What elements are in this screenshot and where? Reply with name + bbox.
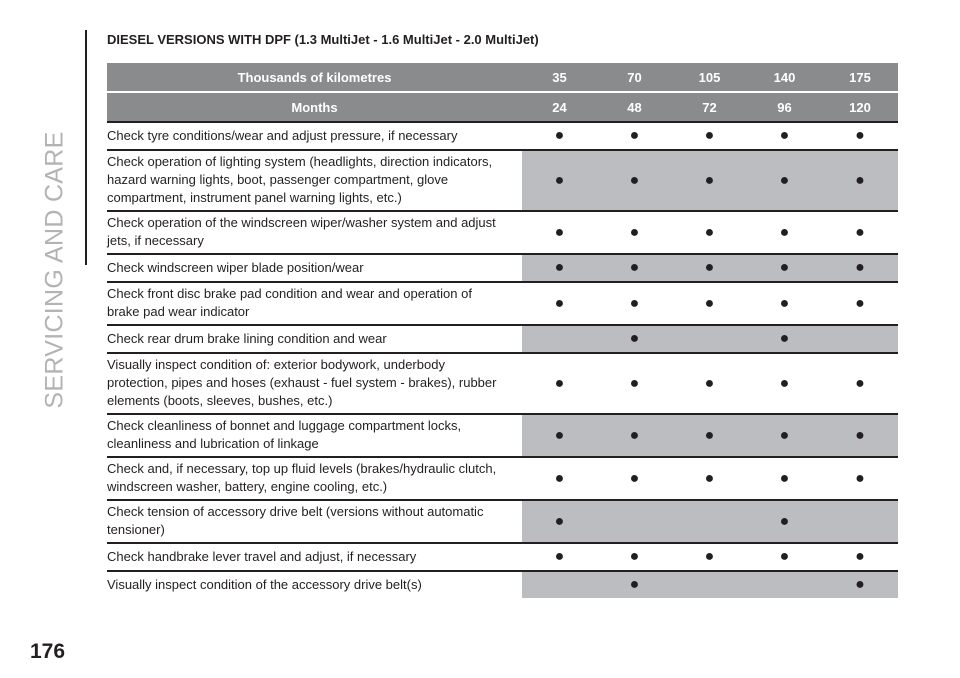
row-description: Check front disc brake pad condition and wear and operation of brake pad wear indicator — [107, 282, 522, 325]
row-mark: ● — [822, 414, 898, 457]
row-mark: ● — [822, 254, 898, 282]
row-mark: ● — [597, 414, 672, 457]
table-row — [107, 543, 898, 571]
months-header-cell: 48 — [597, 92, 672, 122]
row-description: Check operation of lighting system (headlights, direction indicators, hazard warning lights, boot, passenger compartment, glove compartment, instrument panel warning lights, etc.) — [107, 150, 522, 211]
row-mark: ● — [672, 122, 747, 150]
row-description: Check tension of accessory drive belt (versions without automatic tensioner) — [107, 500, 522, 543]
table-row — [107, 211, 898, 254]
row-mark: ● — [522, 457, 597, 500]
months-header-cell: 72 — [672, 92, 747, 122]
km-header-cell: 70 — [597, 63, 672, 92]
table-row — [107, 500, 898, 543]
row-description: Check and, if necessary, top up fluid levels (brakes/hydraulic clutch, windscreen washer, battery, engine cooling, etc.) — [107, 457, 522, 500]
row-mark: ● — [747, 325, 822, 353]
schedule-heading: DIESEL VERSIONS WITH DPF (1.3 MultiJet - 1.6 MultiJet - 2.0 MultiJet) — [107, 32, 539, 47]
table-row — [107, 254, 898, 282]
row-mark: ● — [747, 254, 822, 282]
row-mark: ● — [747, 282, 822, 325]
row-mark — [597, 500, 672, 543]
row-mark: ● — [747, 150, 822, 211]
row-mark: ● — [597, 325, 672, 353]
row-mark: ● — [522, 414, 597, 457]
row-mark: ● — [747, 543, 822, 571]
table-row — [107, 122, 898, 150]
row-mark: ● — [822, 353, 898, 414]
km-header-cell: 105 — [672, 63, 747, 92]
row-mark: ● — [522, 500, 597, 543]
km-header-label: Thousands of kilometres — [107, 63, 522, 92]
table-row — [107, 282, 898, 325]
table-row — [107, 150, 898, 211]
row-mark: ● — [522, 150, 597, 211]
row-mark — [672, 325, 747, 353]
row-description: Check cleanliness of bonnet and luggage compartment locks, cleanliness and lubrication of linkage — [107, 414, 522, 457]
table-row — [107, 571, 898, 598]
row-mark: ● — [747, 414, 822, 457]
months-header-label: Months — [107, 92, 522, 122]
table-row — [107, 457, 898, 500]
row-mark: ● — [522, 211, 597, 254]
row-mark: ● — [747, 500, 822, 543]
months-header-row — [107, 92, 898, 122]
row-mark: ● — [522, 254, 597, 282]
row-mark — [672, 500, 747, 543]
row-description: Visually inspect condition of: exterior bodywork, underbody protection, pipes and hoses (exhaust - fuel system - brakes), rubber elements (boots, sleeves, bushes, etc.) — [107, 353, 522, 414]
row-mark: ● — [672, 282, 747, 325]
row-description: Check operation of the windscreen wiper/washer system and adjust jets, if necessary — [107, 211, 522, 254]
row-mark: ● — [672, 543, 747, 571]
row-mark: ● — [672, 211, 747, 254]
row-mark: ● — [822, 282, 898, 325]
row-mark: ● — [822, 122, 898, 150]
row-mark: ● — [522, 543, 597, 571]
row-mark: ● — [522, 282, 597, 325]
row-mark: ● — [822, 543, 898, 571]
row-mark: ● — [597, 211, 672, 254]
row-description: Check tyre conditions/wear and adjust pressure, if necessary — [107, 122, 522, 150]
row-mark: ● — [822, 571, 898, 598]
row-mark — [672, 571, 747, 598]
km-header-cell: 175 — [822, 63, 898, 92]
row-mark: ● — [822, 150, 898, 211]
row-mark: ● — [822, 457, 898, 500]
km-header-row — [107, 63, 898, 92]
row-mark — [747, 571, 822, 598]
row-mark: ● — [522, 353, 597, 414]
section-side-title: SERVICING AND CARE — [40, 131, 69, 409]
row-mark: ● — [597, 457, 672, 500]
km-header-cell: 140 — [747, 63, 822, 92]
months-header-cell: 96 — [747, 92, 822, 122]
row-mark — [522, 325, 597, 353]
row-mark: ● — [747, 122, 822, 150]
months-header-cell: 24 — [522, 92, 597, 122]
row-mark: ● — [672, 150, 747, 211]
row-mark: ● — [597, 150, 672, 211]
row-mark — [822, 500, 898, 543]
row-mark: ● — [522, 122, 597, 150]
row-mark: ● — [747, 353, 822, 414]
km-header-cell: 35 — [522, 63, 597, 92]
row-mark: ● — [597, 543, 672, 571]
row-mark: ● — [597, 122, 672, 150]
table-row — [107, 353, 898, 414]
row-mark: ● — [822, 211, 898, 254]
row-mark: ● — [747, 211, 822, 254]
row-mark — [822, 325, 898, 353]
row-mark: ● — [597, 353, 672, 414]
row-mark: ● — [597, 571, 672, 598]
table-row — [107, 414, 898, 457]
row-mark: ● — [747, 457, 822, 500]
table-row — [107, 325, 898, 353]
row-description: Visually inspect condition of the accessory drive belt(s) — [107, 576, 422, 592]
row-mark: ● — [672, 254, 747, 282]
row-mark: ● — [597, 254, 672, 282]
side-divider — [85, 30, 87, 265]
page-number: 176 — [30, 640, 66, 663]
row-description: Check handbrake lever travel and adjust, if necessary — [107, 543, 522, 571]
row-mark: ● — [672, 353, 747, 414]
row-description: Check rear drum brake lining condition and wear — [107, 325, 522, 353]
row-mark: ● — [672, 414, 747, 457]
service-schedule-table — [107, 63, 898, 598]
row-mark: ● — [597, 282, 672, 325]
months-header-cell: 120 — [822, 92, 898, 122]
row-description: Check windscreen wiper blade position/wear — [107, 254, 522, 282]
row-mark — [522, 571, 597, 598]
row-mark: ● — [672, 457, 747, 500]
